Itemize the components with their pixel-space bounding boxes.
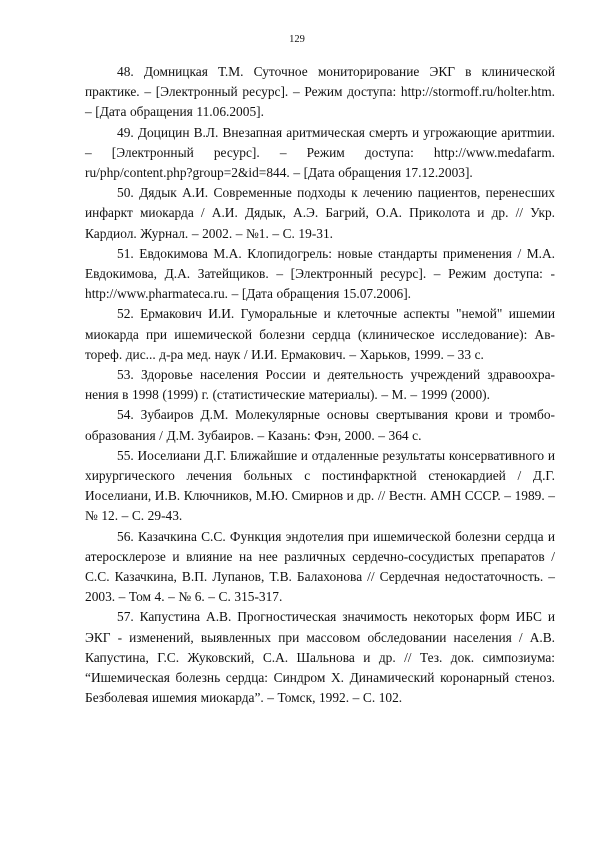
reference-item-54: 54. Зубаиров Д.М. Молекулярные основы свертывания крови и тромбообразования / Д.М. Зубаиров. – Казань: Фэн, 2000. – 364 с. xyxy=(85,407,555,443)
page-number: 129 xyxy=(289,34,305,45)
reference-item-57: 57. Капустина А.В. Прогностическая значимость некоторых форм ИБС и ЭКГ - изменений, выявленных при массовом обследовании населения / А.В. Капустина, Г.С. Жуковский, С.А. Шальнова и др. // Тез. док. симпозиума: “Ишемическая болезнь сердца: Синдром Х. Динамический коронарный стеноз. Безболевая ишемия миокарда”. – Томск, 1992. – С. 102. xyxy=(85,609,555,706)
reference-item-49: 49. Доцицин В.Л. Внезапная аритмическая смерть и угрожающие аритmии. – [Электронный ресурс]. – Режим доступа: http://www.medafarm.​ru/php/content.php?group=2&id=844. – [Дата обращения 17.12.2003]. xyxy=(85,124,555,181)
reference-item-52: 52. Ермакович И.И. Гуморальные и клеточные аспекты "немой" ишемии миокарда при ишемической болезни сердца (клиническое исследование): Автореф. дис... д-ра мед. наук / И.И. Ермакович. – Харьков, 1999. – 33 с. xyxy=(85,306,555,362)
reference-item-50: 50. Дядык А.И. Современные подходы к лечению пациентов, перенесших инфаркт миокарда / А.И. Дядык, А.Э. Багрий, О.А. Приколота и др. // Укр. Кардиол. Журнал. – 2002. – №1. – С. 19-31. xyxy=(85,185,555,241)
reference-item-53: 53. Здоровье населения России и деятельность учреждений здравоохранения в 1998 (1999) г. (статистические материалы). – М. – 1999 (2000). xyxy=(85,367,555,403)
reference-item-48: 48. Домницкая Т.М. Суточное мониторирование ЭКГ в клинической практике. – [Электронный ресурс]. – Режим доступа: http://stormoff.​ru/holter.htm. – [Дата обращения 11.06.2005]. xyxy=(85,64,555,120)
reference-list xyxy=(85,62,555,709)
reference-item-51: 51. Евдокимова М.А. Клопидогрель: новые стандарты применения / М.А. Евдокимова, Д.А. Затейщиков. – [Электронный ресурс]. – Режим доступа: -http://www.pharmateca.ru. – [Дата обращения 15.07.2006]. xyxy=(85,245,555,302)
reference-item-56: 56. Казачкина С.С. Функция эндотелия при ишемической болезни сердца и атеросклерозе и влияние на нее различных сердечно-сосудистых препаратов / С.С. Казачкина, В.П. Лупанов, Т.В. Балахонова // Сердечная недостаточность. – 2003. – Том 4. – № 6. – С. 315-317. xyxy=(85,528,555,605)
reference-item-55: 55. Иоселиани Д.Г. Ближайшие и отдаленные результаты консервативного и хирургического лечения больных с постинфарктной стенокардией / Д.Г. Иоселиани, И.В. Ключников, М.Ю. Смирнов и др. // Вестн. АМН СССР. – 1989. – № 12. – С. 29-43. xyxy=(85,447,555,524)
